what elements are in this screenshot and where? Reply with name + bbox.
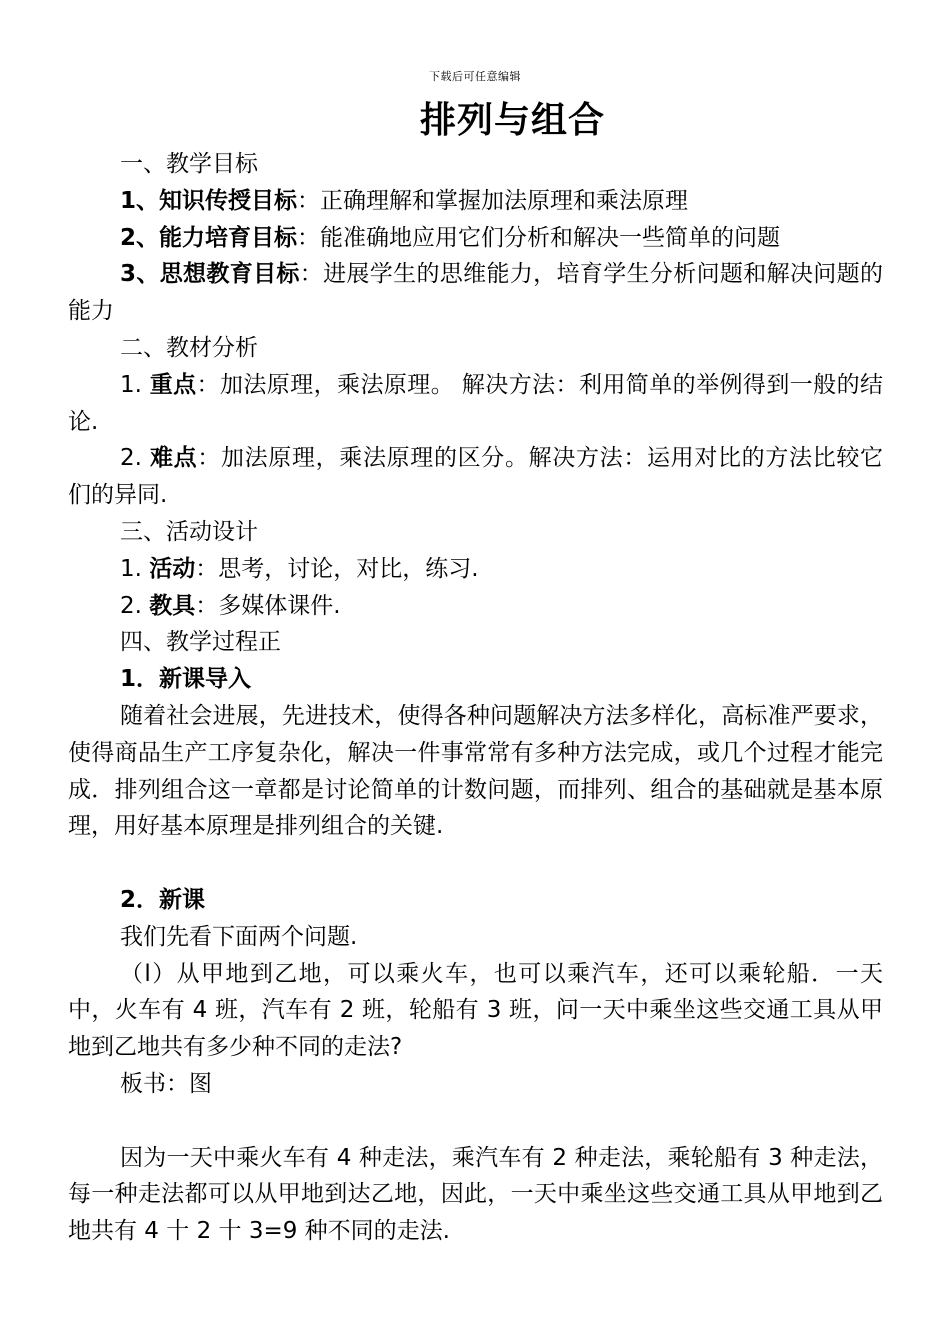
board-note: 板书：图 xyxy=(120,1070,212,1097)
key-point-text: ：加法原理，乘法原理。 解决方法：利用简单的举例得到一般的结论. xyxy=(68,371,884,435)
goal-knowledge-label: 1、知识传授目标 xyxy=(120,187,298,214)
difficult-point-text: ：加法原理，乘法原理的区分。解决方法：运用对比的方法比较它们的异同. xyxy=(68,445,884,509)
tools-label: 教具 xyxy=(149,592,196,619)
header-note: 下载后可任意编辑 xyxy=(429,70,521,83)
difficult-point-label: 难点 xyxy=(149,445,198,472)
difficult-point-num: 2. xyxy=(120,445,150,472)
section-heading-analysis: 二、教材分析 xyxy=(120,334,258,361)
activity-label: 活动 xyxy=(149,555,196,582)
key-point-label: 重点 xyxy=(149,371,197,398)
tools-num: 2. xyxy=(120,592,150,619)
section-heading-activity: 三、活动设计 xyxy=(120,518,258,545)
activity-item xyxy=(68,551,883,588)
look-paragraph: 我们先看下面两个问题. xyxy=(120,923,358,950)
intro-paragraph: 随着社会进展，先进技术，使得各种问题解决方法多样化，高标准严要求，使得商品生产工序复杂化，解决一件事常常有多种方法完成，或几个过程才能完成．排列组合这一章都是讨论简单的计数问题，而排列、组合的基础就是基本原理，用好基本原理是排列组合的关键. xyxy=(68,702,883,840)
spacer xyxy=(68,845,883,882)
key-point-num: 1. xyxy=(120,371,150,398)
activity-num: 1. xyxy=(120,555,150,582)
goal-ability xyxy=(68,220,883,257)
goal-knowledge-text: ：正确理解和掌握加法原理和乘法原理 xyxy=(297,187,689,214)
page-title: 排列与组合 xyxy=(419,99,605,141)
difficult-point xyxy=(68,440,883,514)
answer-paragraph: 因为一天中乘火车有 4 种走法，乘汽车有 2 种走法，乘轮船有 3 种走法，每一种走法都可以从甲地到达乙地，因此，一天中乘坐这些交通工具从甲地到乙地共有 4 十 2 十 3=9 种不同的走法. xyxy=(68,1144,883,1245)
tools-item xyxy=(68,588,883,625)
section-heading-objectives: 一、教学目标 xyxy=(120,151,258,177)
section-heading-process: 四、教学过程正 xyxy=(120,629,281,656)
subheading-intro: 1．新课导入 xyxy=(120,666,252,693)
document-body xyxy=(68,146,883,1250)
goal-ideology-label: 3、思想教育目标 xyxy=(120,261,300,288)
goal-knowledge xyxy=(68,183,883,220)
key-point xyxy=(68,367,883,441)
question-1: （l）从甲地到乙地，可以乘火车，也可以乘汽车，还可以乘轮船．一天中，火车有 4 班，汽车有 2 班，轮船有 3 班，问一天中乘坐这些交通工具从甲地到乙地共有多少种不同的走法? xyxy=(68,960,883,1061)
goal-ability-text: ：能准确地应用它们分析和解决一些简单的问题 xyxy=(297,224,781,251)
activity-text: ：思考，讨论，对比，练习. xyxy=(195,555,479,582)
goal-ideology-text: ：进展学生的思维能力，培育学生分析问题和解决问题的能力 xyxy=(68,261,883,325)
tools-text: ：多媒体课件. xyxy=(195,592,341,619)
subheading-new-lesson: 2．新课 xyxy=(120,886,206,913)
goal-ideology xyxy=(68,256,883,330)
goal-ability-label: 2、能力培育目标 xyxy=(120,224,298,251)
spacer xyxy=(68,1103,883,1140)
